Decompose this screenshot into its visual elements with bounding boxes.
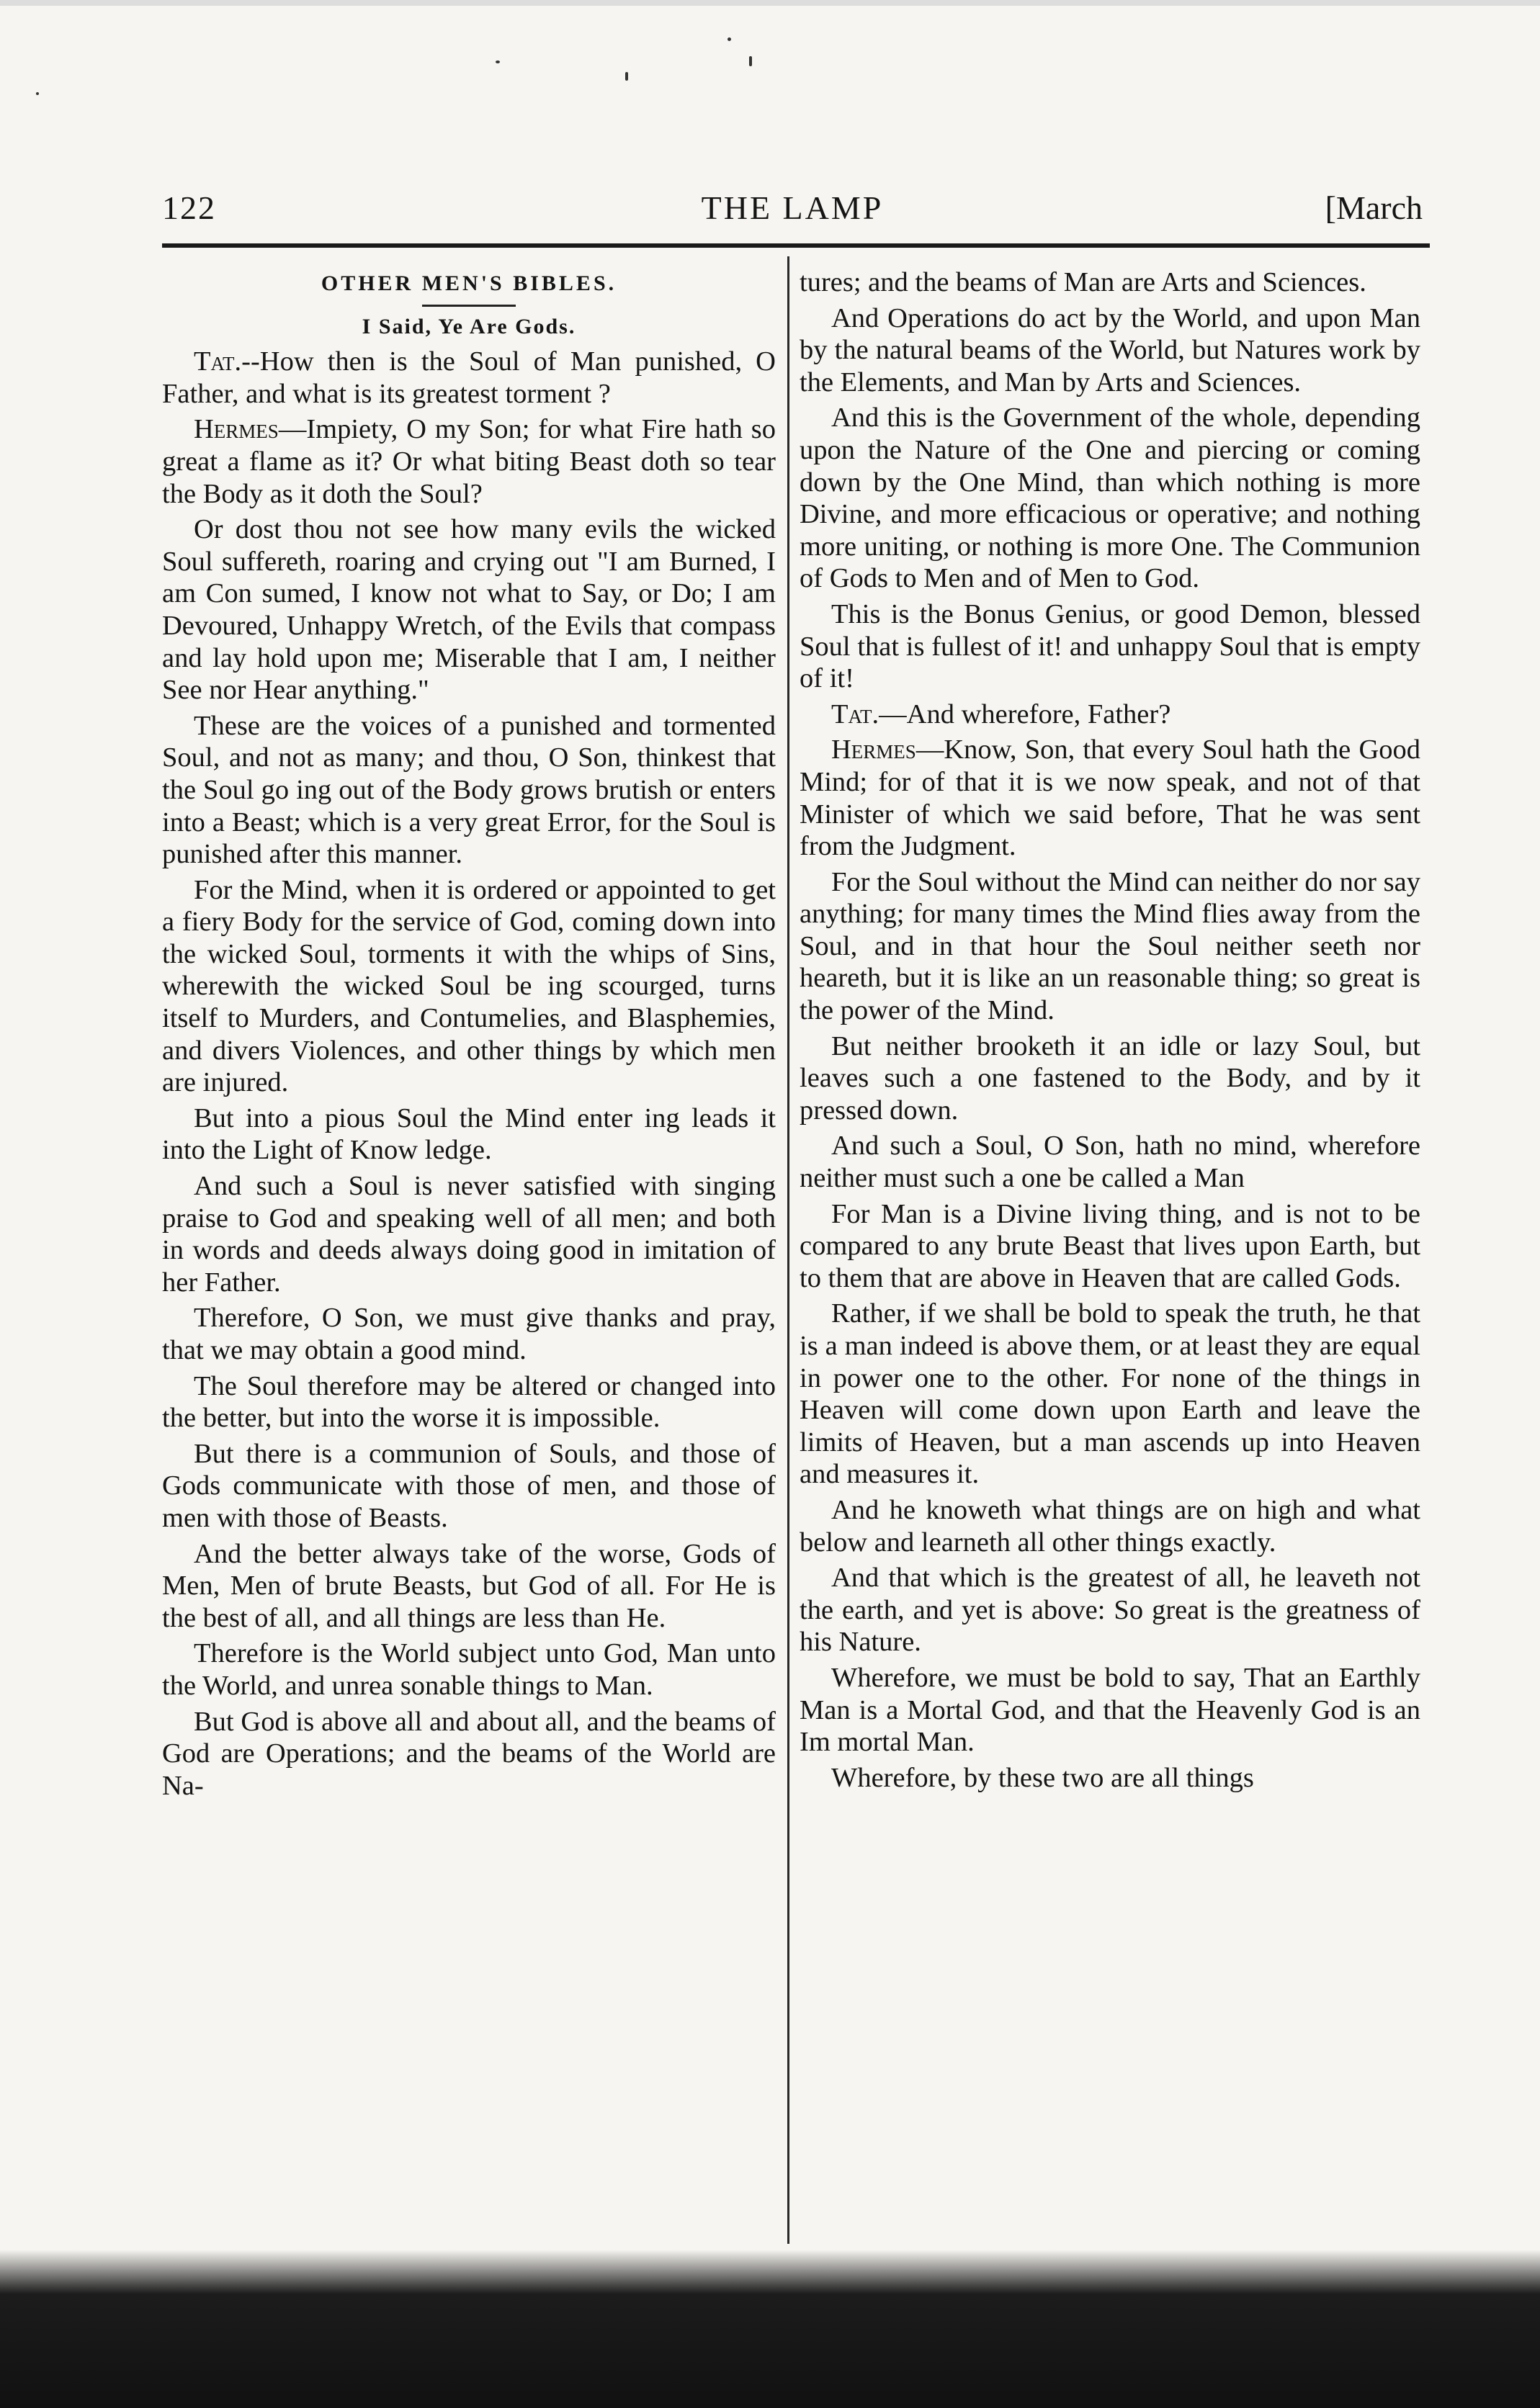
paragraph: [800, 266, 1420, 299]
paragraph: [800, 1662, 1420, 1758]
article-subtitle: I Said, Ye Are Gods.: [362, 314, 576, 338]
left-column: [162, 266, 776, 1805]
paragraph-text: And this is the Government of the whole, depending upon the Nature of the One and piercing or coming down by the One Mind, than which nothing is more Divine, and more efficacious or operative; and nothing more uniting, or nothing is more One. The Communion of Gods to Men and of Men to God.: [800, 403, 1420, 594]
paragraph-text: Or dost thou not see how many evils the wicked Soul suffereth, roaring and crying out "I am Burned, I am Con sumed, I know not what to Say, or Do; I am Devoured, Unhappy Wretch, of the Evils that compass and lay hold upon me; Miserable that I am, I neither See nor Hear anything.": [162, 514, 776, 706]
paragraph: [800, 1562, 1420, 1658]
paragraph: [800, 1198, 1420, 1295]
paragraph: [162, 1102, 776, 1167]
running-title: THE LAMP: [701, 189, 884, 226]
scan-speck: [625, 72, 628, 81]
speaker-name: Hermes: [194, 414, 279, 445]
paragraph-text: tures; and the beams of Man are Arts and Sciences.: [800, 267, 1366, 297]
paragraph-text: This is the Bonus Genius, or good Demon, blessed Soul that is fullest of it! and unhappy Soul that is empty of it!: [800, 598, 1420, 694]
paragraph: [800, 734, 1420, 862]
paragraph-text: --How then is the Soul of Man punished, O Father, and what is its greatest torment ?: [162, 346, 776, 409]
paragraph: [162, 513, 776, 706]
paragraph-text: Therefore, O Son, we must give thanks and pray, that we may obtain a good mind.: [162, 1303, 776, 1365]
paragraph-text: And Operations do act by the World, and upon Man by the natural beams of the World, but Natures work by the Elements, and Man by Arts and Sciences.: [800, 302, 1420, 397]
paragraph-text: Wherefore, by these two are all things: [831, 1762, 1254, 1793]
column-divider: [787, 256, 789, 2244]
paragraph-text: And such a Soul is never satisfied with singing praise to God and speaking well of all men; and both in words and deeds always doing good in imitation of her Father.: [162, 1171, 776, 1298]
paragraph: [162, 710, 776, 871]
paragraph: [162, 1170, 776, 1298]
paragraph-text: —And wherefore, Father?: [879, 698, 1171, 729]
page-number: 122: [162, 189, 216, 226]
paragraph: [162, 1370, 776, 1434]
paragraph: [800, 598, 1420, 695]
paragraph: [162, 1706, 776, 1802]
paragraph-text: For the Soul without the Mind can neither do nor say anything; for many times the Mind flies away from the Soul, and in that hour the Soul neither seeth nor heareth, but it is like an un reasonable thing; so great is the power of the Mind.: [800, 866, 1420, 1026]
paragraph-text: But neither brooketh it an idle or lazy Soul, but leaves such a one fastened to the Body, and by it pressed down.: [800, 1030, 1420, 1126]
speaker-name: Tat.: [831, 698, 879, 729]
header-rule: [162, 243, 1430, 248]
paragraph: [800, 1494, 1420, 1558]
title-rule: [422, 305, 516, 307]
left-paragraphs: [162, 346, 776, 1802]
paragraph: [162, 1538, 776, 1635]
paragraph-text: —Impiety, O my Son; for what Fire hath so great a flame as it? Or what biting Beast doth so tear the Body as it doth the Soul?: [162, 414, 776, 509]
paragraph-text: —Know, Son, that every Soul hath the Good Mind; for of that it is we now speak, and not of that Minister of which we said before, That he was sent from the Judgment.: [800, 734, 1420, 862]
speaker-name: Hermes: [831, 734, 916, 765]
paragraph-text: Wherefore, we must be bold to say, That an Earthly Man is a Mortal God, and that the Heavenly God is an Im mortal Man.: [800, 1662, 1420, 1758]
paragraph: [800, 302, 1420, 399]
paragraph: [162, 1438, 776, 1535]
speaker-name: Tat.: [194, 346, 242, 377]
paragraph: [800, 1030, 1420, 1127]
paragraph-text: But there is a communion of Souls, and those of Gods communicate with those of men, and those of men with those of Beasts.: [162, 1438, 776, 1533]
paragraph: [162, 346, 776, 410]
paragraph-text: The Soul therefore may be altered or changed into the better, but into the worse it is impossible.: [162, 1370, 776, 1434]
paragraph-text: Rather, if we shall be bold to speak the truth, he that is a man indeed is above them, or at least they are equal in power one to the other. For none of the things in Heaven will come down upon Earth and leave the limits of Heaven, but a man ascends up into Heaven and measures it.: [800, 1298, 1420, 1490]
paragraph-text: And the better always take of the worse, Gods of Men, Men of brute Beasts, but God of all. For He is the best of all, and all things are less than He.: [162, 1538, 776, 1633]
right-column: [800, 266, 1420, 1797]
paragraph: [162, 1637, 776, 1702]
scan-speck: [496, 60, 500, 63]
paragraph: [162, 1302, 776, 1366]
paragraph-text: And such a Soul, O Son, hath no mind, wherefore neither must such a one be called a Man: [800, 1131, 1420, 1194]
scan-speck: [728, 37, 731, 41]
right-paragraphs: [800, 266, 1420, 1794]
paragraph-text: These are the voices of a punished and tormented Soul, and not as many; and thou, O Son, thinkest that the Soul go ing out of the Body grows brutish or enters into a Beast; which is a very great Error, for the Soul is punished after this manner.: [162, 710, 776, 870]
paragraph: [800, 1762, 1420, 1794]
paragraph: [800, 866, 1420, 1027]
paragraph-text: And he knoweth what things are on high and what below and learneth all other things exactly.: [800, 1494, 1420, 1558]
paragraph-text: Therefore is the World subject unto God, Man unto the World, and unrea sonable things to Man.: [162, 1638, 776, 1701]
paragraph-text: But God is above all and about all, and the beams of God are Operations; and the beams of the World are Na-: [162, 1706, 776, 1801]
paragraph: [800, 1130, 1420, 1194]
page-bottom-edge: [0, 2250, 1540, 2408]
paragraph: [800, 698, 1420, 731]
page-header: [162, 189, 1423, 232]
paragraph: [162, 413, 776, 510]
paragraph-text: For Man is a Divine living thing, and is not to be compared to any brute Beast that lives upon Earth, but to them that are above in Heaven that are called Gods.: [800, 1198, 1420, 1293]
paragraph-text: But into a pious Soul the Mind enter ing leads it into the Light of Know ledge.: [162, 1102, 776, 1166]
running-month: [March: [1325, 189, 1423, 226]
paragraph-text: For the Mind, when it is ordered or appointed to get a fiery Body for the service of God, coming down into the wicked Soul, torments it with the whips of Sins, wherewith the wicked Soul be ing scourged, turns itself to Murders, and Contumelies, and Blasphemies, and divers Violences, and other things by which men are injured.: [162, 874, 776, 1098]
paragraph: [800, 1298, 1420, 1491]
page-top-edge: [0, 0, 1540, 6]
scan-speck: [36, 92, 39, 95]
section-title: OTHER MEN'S BIBLES.: [321, 271, 617, 295]
paragraph: [162, 874, 776, 1099]
paragraph-text: And that which is the greatest of all, he leaveth not the earth, and yet is above: So great is the greatness of his Nature.: [800, 1563, 1420, 1658]
scan-speck: [749, 56, 752, 66]
paragraph: [800, 402, 1420, 595]
